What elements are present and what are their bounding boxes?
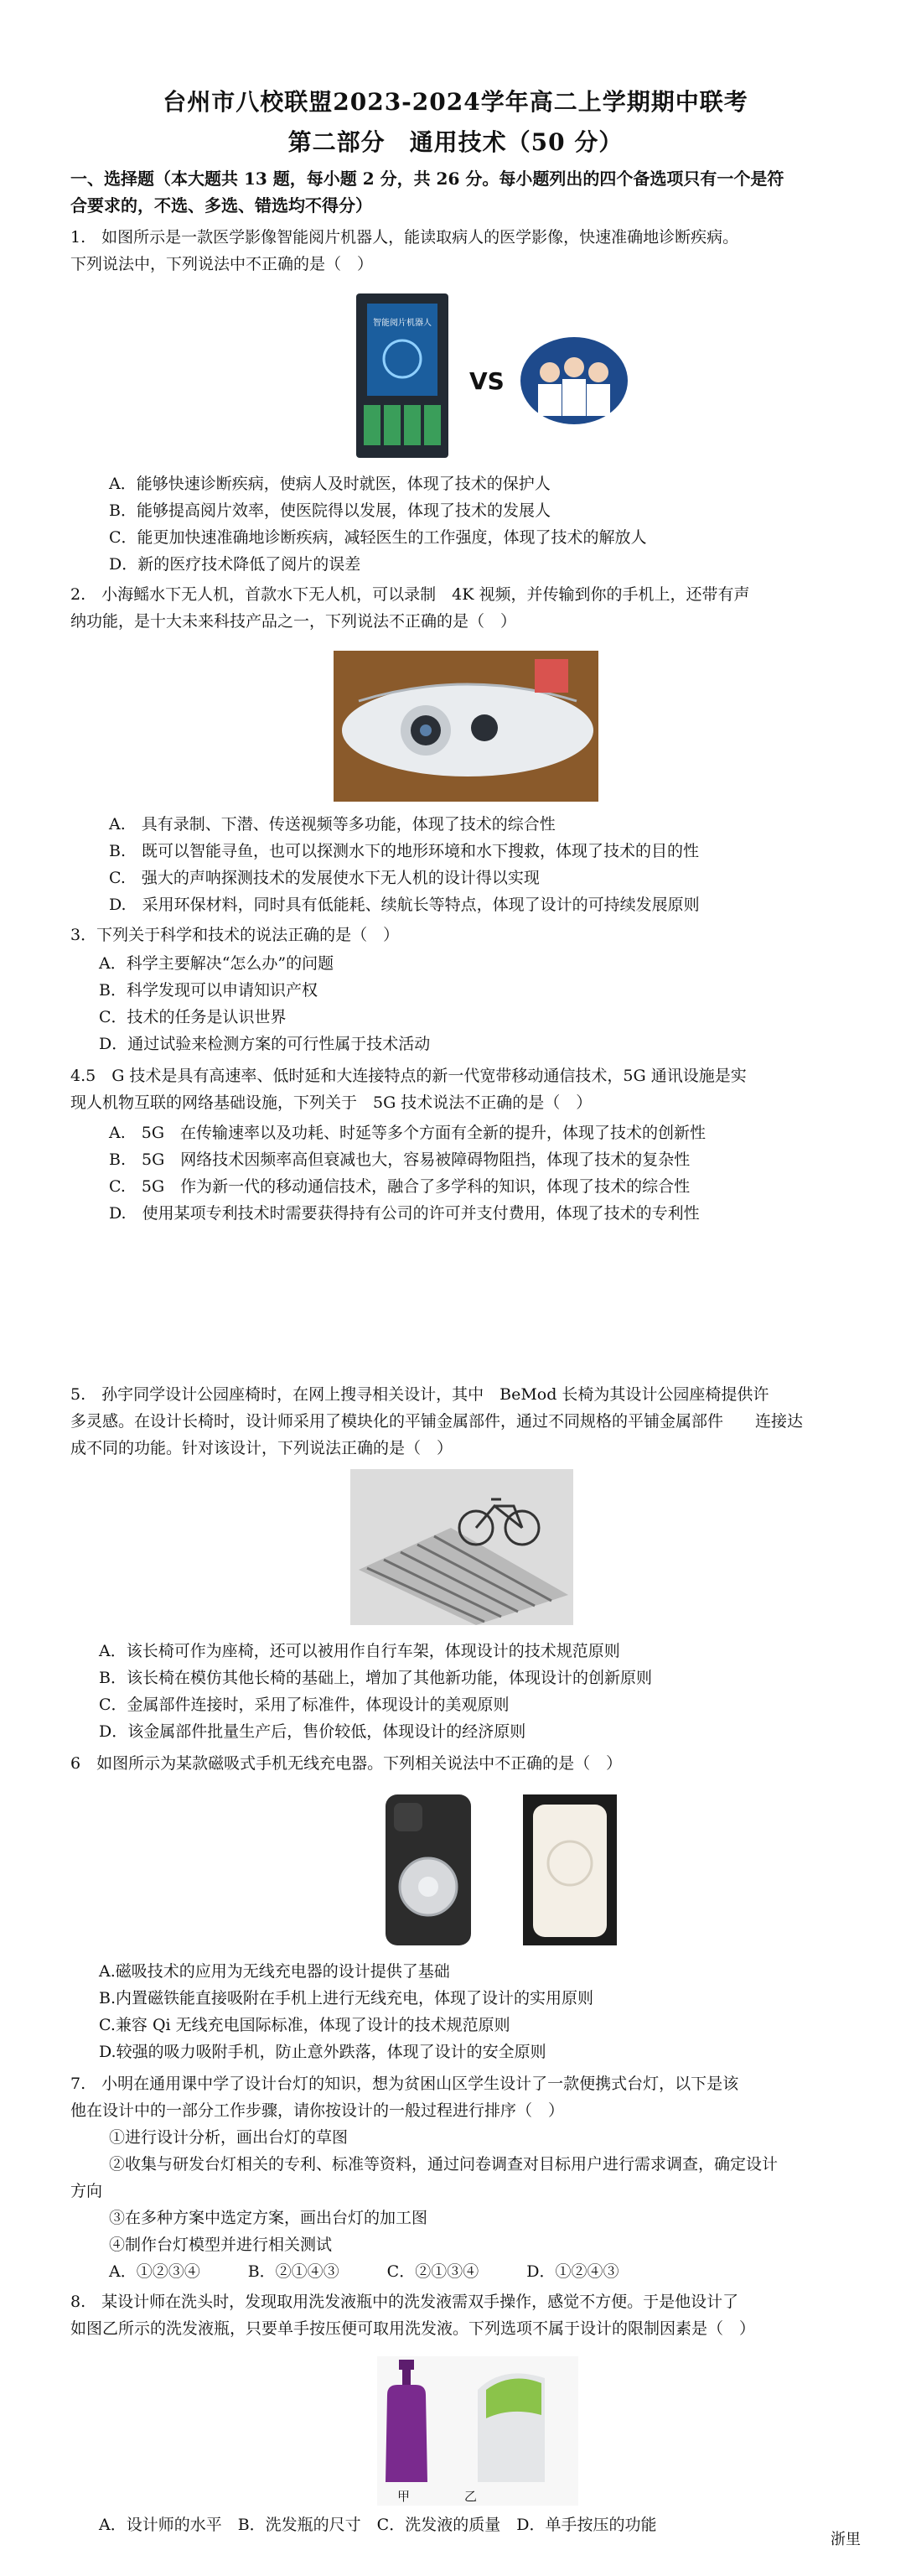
phone-camera	[394, 1803, 422, 1831]
q5-option-c: C．金属部件连接时，采用了标准件，体现设计的美观原则	[99, 1696, 510, 1714]
q7-stem-line2: 他在设计中的一部分工作步骤，请你按设计的一般过程进行排序（ ）	[70, 2101, 565, 2120]
q2-figure	[334, 651, 598, 802]
q8-stem-line2: 如图乙所示的洗发液瓶，只要单手按压便可取用洗发液。下列选项不属于设计的限制因素是（ ）	[70, 2319, 756, 2338]
doctor-coat	[562, 379, 586, 416]
magsafe-center	[418, 1877, 438, 1897]
q5-figure	[350, 1469, 573, 1625]
q1-stem-line1: 1. 如图所示是一款医学影像智能阅片机器人，能读取病人的医学影像，快速准确地诊断疾病。	[70, 228, 739, 247]
q4-stem-line2: 现人机物互联的网络基础设施，下列关于 5G 技术说法不正确的是（ ）	[70, 1093, 593, 1112]
q3-option-d: D．通过试验来检测方案的可行性属于技术活动	[99, 1035, 431, 1053]
q5-stem-line1: 5. 孙宇同学设计公园座椅时，在网上搜寻相关设计，其中 BeMod 长椅为其设计公园座椅提供许	[70, 1385, 769, 1404]
robot-screen-text: 智能阅片机器人	[373, 319, 432, 328]
q8-stem-line1: 8. 某设计师在洗头时，发现取用洗发液瓶中的洗发液需双手操作，感觉不方便。于是他设计了	[70, 2293, 739, 2311]
doctor-coat	[587, 384, 610, 416]
q2-option-c: C. 强大的声呐探测技术的发展使水下无人机的设计得以实现	[109, 869, 540, 887]
q7-stem-line1: 7. 小明在通用课中学了设计台灯的知识，想为贫困山区学生设计了一款便携式台灯，以下是该	[70, 2075, 739, 2093]
q6-option-d: D.较强的吸力吸附手机，防止意外跌落，体现了设计的安全原则	[99, 2043, 546, 2061]
q4-option-d: D. 使用某项专利技术时需要获得持有公司的许可并支付费用，体现了技术的专利性	[109, 1204, 700, 1223]
q7-answers: A．①②③④ B．②①④③ C．②①③④ D．①②④③	[109, 2262, 619, 2281]
q2-option-b: B. 既可以智能寻鱼，也可以探测水下的地形环境和水下搜救，体现了技术的目的性	[109, 842, 700, 860]
q5-figure-svg	[350, 1469, 573, 1625]
robot-panel	[404, 405, 421, 445]
robot-panel	[364, 405, 380, 445]
q3-option-c: C．技术的任务是认识世界	[99, 1008, 287, 1026]
q5-option-a: A．该长椅可作为座椅，还可以被用作自行车架，体现设计的技术规范原则	[99, 1642, 620, 1660]
q2-option-d: D. 采用环保材料，同时具有低能耗、续航长等特点，体现了设计的可持续发展原则	[109, 896, 700, 914]
doctor-head	[540, 362, 560, 382]
q1-option-b: B．能够提高阅片效率，使医院得以发展，体现了技术的发展人	[109, 501, 551, 520]
q4-option-a: A. 5G 在传输速率以及功耗、时延等多个方面有全新的提升，体现了技术的创新性	[109, 1124, 707, 1142]
q6-stem: 6 如图所示为某款磁吸式手机无线充电器。下列相关说法中不正确的是（ ）	[70, 1754, 623, 1773]
q7-step-2-cont: 方向	[70, 2182, 103, 2200]
q8-figure-svg	[377, 2356, 578, 2506]
q7-step-4: ④制作台灯模型并进行相关测试	[109, 2236, 333, 2254]
background-object	[535, 659, 568, 693]
q7-step-3: ③在多种方案中选定方案，画出台灯的加工图	[109, 2209, 428, 2227]
drone-sensor	[471, 714, 498, 741]
robot-panel	[384, 405, 401, 445]
q6-figure	[380, 1793, 624, 1949]
label-a: 甲	[397, 2489, 411, 2504]
q8-figure	[377, 2356, 578, 2506]
doctor-coat	[538, 384, 562, 416]
q1-figure	[352, 292, 637, 460]
q1-option-d: D．新的医疗技术降低了阅片的误差	[109, 555, 361, 574]
q7-step-1: ①进行设计分析，画出台灯的草图	[109, 2128, 349, 2147]
doctor-head	[588, 362, 608, 382]
q5-option-b: B．该长椅在模仿其他长椅的基础上，增加了其他新功能，体现设计的创新原则	[99, 1669, 652, 1687]
doctor-head	[564, 357, 584, 377]
q2-stem-line1: 2. 小海鳐水下无人机，首款水下无人机，可以录制 4K 视频，并传输到你的手机上，还带有声	[70, 585, 750, 604]
q1-option-c: C．能更加快速准确地诊断疾病，减轻医生的工作强度，体现了技术的解放人	[109, 528, 647, 547]
drone-lens-core	[420, 724, 432, 736]
q2-stem-line2: 纳功能，是十大未来科技产品之一，下列说法不正确的是（ ）	[70, 612, 517, 631]
q6-figure-svg	[380, 1793, 624, 1949]
pump-head	[399, 2360, 414, 2370]
vs-label: VS	[469, 367, 505, 395]
bottle-a	[386, 2385, 427, 2482]
exam-subtitle: 第二部分 通用技术（50 分）	[287, 128, 624, 156]
q6-option-b: B.内置磁铁能直接吸附在手机上进行无线充电，体现了设计的实用原则	[99, 1989, 594, 2007]
power-bank	[533, 1805, 607, 1937]
drone-body	[342, 684, 593, 776]
q1-stem-line2: 下列说法中，下列说法中不正确的是（ ）	[70, 255, 374, 273]
footer-watermark: 浙里	[831, 2531, 861, 2548]
q8-options: A．设计师的水平 B．洗发瓶的尺寸 C．洗发液的质量 D．单手按压的功能	[99, 2516, 657, 2534]
q5-stem-line2: 多灵感。在设计长椅时，设计师采用了模块化的平铺金属部件，通过不同规格的平铺金属部件 连接达	[70, 1412, 804, 1431]
q5-option-d: D．该金属部件批量生产后，售价较低，体现设计的经济原则	[99, 1722, 526, 1741]
q1-option-a: A．能够快速诊断疾病，使病人及时就医，体现了技术的保护人	[109, 475, 551, 493]
q5-stem-line3: 成不同的功能。针对该设计，下列说法正确的是（ ）	[70, 1439, 453, 1457]
label-b: 乙	[464, 2489, 478, 2504]
robot-screen	[367, 304, 437, 396]
q6-option-a: A.磁吸技术的应用为无线充电器的设计提供了基础	[99, 1962, 450, 1981]
q6-option-c: C.兼容 Qi 无线充电国际标准，体现了设计的技术规范原则	[99, 2016, 510, 2034]
q3-option-a: A．科学主要解决“怎么办”的问题	[99, 954, 334, 973]
exam-title: 台州市八校联盟2023-2024学年高二上学期期中联考	[163, 88, 748, 116]
q4-option-c: C. 5G 作为新一代的移动通信技术，融合了多学科的知识，体现了技术的综合性	[109, 1177, 691, 1196]
pump-neck	[402, 2370, 411, 2385]
q3-option-b: B．科学发现可以申请知识产权	[99, 981, 318, 1000]
robot-panel	[424, 405, 441, 445]
q4-option-b: B. 5G 网络技术因频率高但衰减也大，容易被障碍物阻挡，体现了技术的复杂性	[109, 1150, 691, 1169]
q7-step-2: ②收集与研发台灯相关的专利、标准等资料，通过问卷调查对目标用户进行需求调查，确定设计	[109, 2155, 779, 2174]
section-heading-line2: 合要求的，不选、多选、错选均不得分）	[70, 195, 372, 216]
q4-stem-line1: 4.5 G 技术是具有高速率、低时延和大连接特点的新一代宽带移动通信技术，5G 通讯设施是实	[70, 1067, 747, 1085]
q3-stem: 3．下列关于科学和技术的说法正确的是（ ）	[70, 926, 400, 944]
q2-figure-svg	[334, 651, 598, 802]
q2-option-a: A. 具有录制、下潜、传送视频等多功能，体现了技术的综合性	[109, 815, 556, 834]
section-heading-line1: 一、选择题（本大题共 13 题，每小题 2 分，共 26 分。每小题列出的四个备选项只有一个是符	[70, 169, 784, 189]
